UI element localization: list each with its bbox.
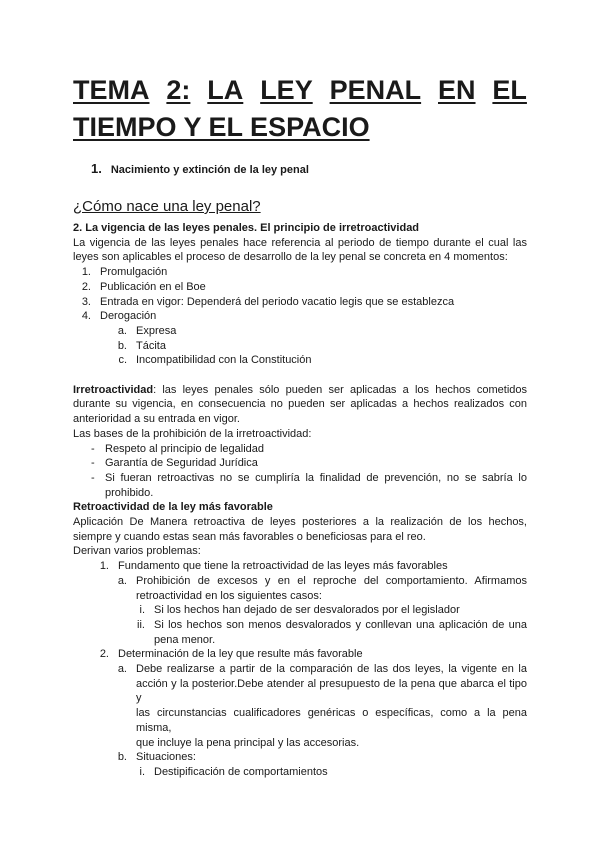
list-letter: a. xyxy=(117,663,127,676)
list-item xyxy=(73,471,527,500)
list-letter: a. xyxy=(117,574,127,587)
list-text-line: Si fueran retroactivas no se cumpliría la finalidad de prevención, no se sabría lo xyxy=(105,471,527,484)
list-text xyxy=(105,471,527,500)
list-text: Incompatibilidad con la Constitución xyxy=(136,354,312,367)
derogacion-list xyxy=(73,324,527,368)
list-text: Publicación en el Boe xyxy=(100,280,206,293)
list-letter: a. xyxy=(117,324,127,337)
list-text-line: Si los hechos son menos desvalorados y conllevan una aplicación de una xyxy=(154,618,527,631)
question-heading: ¿Cómo nace una ley penal? xyxy=(73,198,261,215)
title-line-1 xyxy=(73,72,527,109)
title-word: 2: xyxy=(166,75,191,105)
list-roman: i. xyxy=(139,766,145,778)
irretroactividad-line xyxy=(73,383,527,398)
list-text: Fundamento que tiene la retroactividad de las leyes más favorables xyxy=(118,560,448,573)
list-number: 4. xyxy=(81,310,91,323)
list-item xyxy=(109,339,527,354)
list-text: Respeto al principio de legalidad xyxy=(105,442,264,455)
problem-2 xyxy=(73,647,527,662)
title-word: EL xyxy=(492,75,527,105)
title-word: LEY xyxy=(260,75,313,105)
list-text: Situaciones: xyxy=(136,751,196,764)
spacer xyxy=(73,368,527,383)
paragraph-line: siempre y cuando estas sean más favorables o beneficiosas para el reo. xyxy=(73,530,426,543)
list-text: Derogación xyxy=(100,310,157,323)
list-text: Promulgación xyxy=(100,266,168,279)
list-item xyxy=(73,295,527,310)
problem-1 xyxy=(73,559,527,574)
list-number: 1. xyxy=(81,266,91,279)
list-item xyxy=(73,456,527,471)
list-item xyxy=(73,309,527,324)
list-roman: ii. xyxy=(137,618,145,631)
paragraph-line: La vigencia de las leyes penales hace referencia al periodo de tiempo durante el cual las xyxy=(73,236,527,249)
document-title xyxy=(73,72,527,146)
list-text-line: retroactividad en los siguientes casos: xyxy=(136,589,322,602)
problem-2a xyxy=(73,662,527,750)
irretroactividad-term: Irretroactividad xyxy=(73,383,154,396)
section-1-text: Nacimiento y extinción de la ley penal xyxy=(110,164,309,176)
list-item xyxy=(73,442,527,457)
document-body xyxy=(73,221,527,780)
list-text-line: Prohibición de excesos y en el reproche del comportamiento. Afirmamos xyxy=(136,574,527,587)
title-word: LA xyxy=(207,75,244,105)
problem-1a-i xyxy=(73,603,527,618)
list-item xyxy=(109,324,527,339)
problem-1a-ii xyxy=(73,618,527,647)
list-number: 1. xyxy=(99,560,109,573)
title-word: TEMA xyxy=(73,75,150,105)
title-word: EN xyxy=(438,75,476,105)
favorable-heading: Retroactividad de la ley más favorable xyxy=(73,501,273,514)
list-item xyxy=(109,353,527,368)
list-text: Expresa xyxy=(136,324,177,337)
list-text-line: que incluye la pena principal y las accesorias. xyxy=(136,736,360,749)
list-text: Si los hechos han dejado de ser desvalorados por el legislador xyxy=(154,604,460,617)
momentos-list xyxy=(73,265,527,324)
paragraph-line: leyes son aplicables el proceso de desarrollo de la ley penal se concreta en 4 momentos: xyxy=(73,251,508,264)
list-roman: i. xyxy=(139,604,145,617)
list-text: Determinación de la ley que resulte más favorable xyxy=(118,648,363,661)
list-text: Garantía de Seguridad Jurídica xyxy=(105,457,258,470)
list-text: Destipificación de comportamientos xyxy=(154,766,328,778)
list-text xyxy=(136,574,527,603)
title-word: PENAL xyxy=(329,75,422,105)
list-text-line: Debe realizarse a partir de la comparación de las dos leyes, la vigente en la xyxy=(136,663,527,676)
list-text-line: pena menor. xyxy=(154,633,216,646)
list-text-line: prohibido. xyxy=(105,486,154,499)
list-number: 3. xyxy=(81,295,91,308)
dash-bullet: - xyxy=(91,457,95,470)
problem-1a xyxy=(73,574,527,603)
list-text-line: las circunstancias cualificadores genéricas o específicas, como a la pena misma, xyxy=(136,707,527,734)
list-letter: b. xyxy=(117,751,127,764)
section-2-heading: 2. La vigencia de las leyes penales. El principio de irretroactividad xyxy=(73,222,420,234)
irretroactividad-text: : las leyes penales sólo pueden ser aplicadas a los hechos cometidos xyxy=(153,383,527,396)
list-text xyxy=(136,662,527,750)
list-text xyxy=(154,618,527,647)
list-letter: b. xyxy=(117,339,127,352)
bases-intro: Las bases de la prohibición de la irretroactividad: xyxy=(73,427,312,440)
problem-2b xyxy=(73,750,527,765)
dash-bullet: - xyxy=(91,442,95,455)
paragraph-line: anterioridad a su entrada en vigor. xyxy=(73,413,240,426)
section-1-number: 1. xyxy=(91,161,102,176)
dash-bullet: - xyxy=(91,471,95,484)
list-item xyxy=(73,265,527,280)
list-number: 2. xyxy=(81,280,91,293)
list-letter: c. xyxy=(118,354,127,367)
list-item xyxy=(73,280,527,295)
paragraph-line: durante su vigencia, en consecuencia no pueden ser aplicadas a hechos realizados con xyxy=(73,398,527,411)
bases-list xyxy=(73,442,527,501)
list-number: 2. xyxy=(99,648,109,661)
list-text: Entrada en vigor: Dependerá del periodo vacatio legis que se establezca xyxy=(100,295,455,308)
paragraph-line: Aplicación De Manera retroactiva de leyes posteriores a la realización de los hechos, xyxy=(73,516,527,529)
problemas-intro: Derivan varios problemas: xyxy=(73,545,201,558)
list-text: Tácita xyxy=(136,339,166,352)
problem-2b-i xyxy=(73,765,527,780)
section-1-heading xyxy=(91,161,309,176)
list-text-line: acción y la posterior.Debe atender al presupuesto de la pena que abarca el tipo y xyxy=(136,677,527,705)
title-line-2: TIEMPO Y EL ESPACIO xyxy=(73,112,370,142)
